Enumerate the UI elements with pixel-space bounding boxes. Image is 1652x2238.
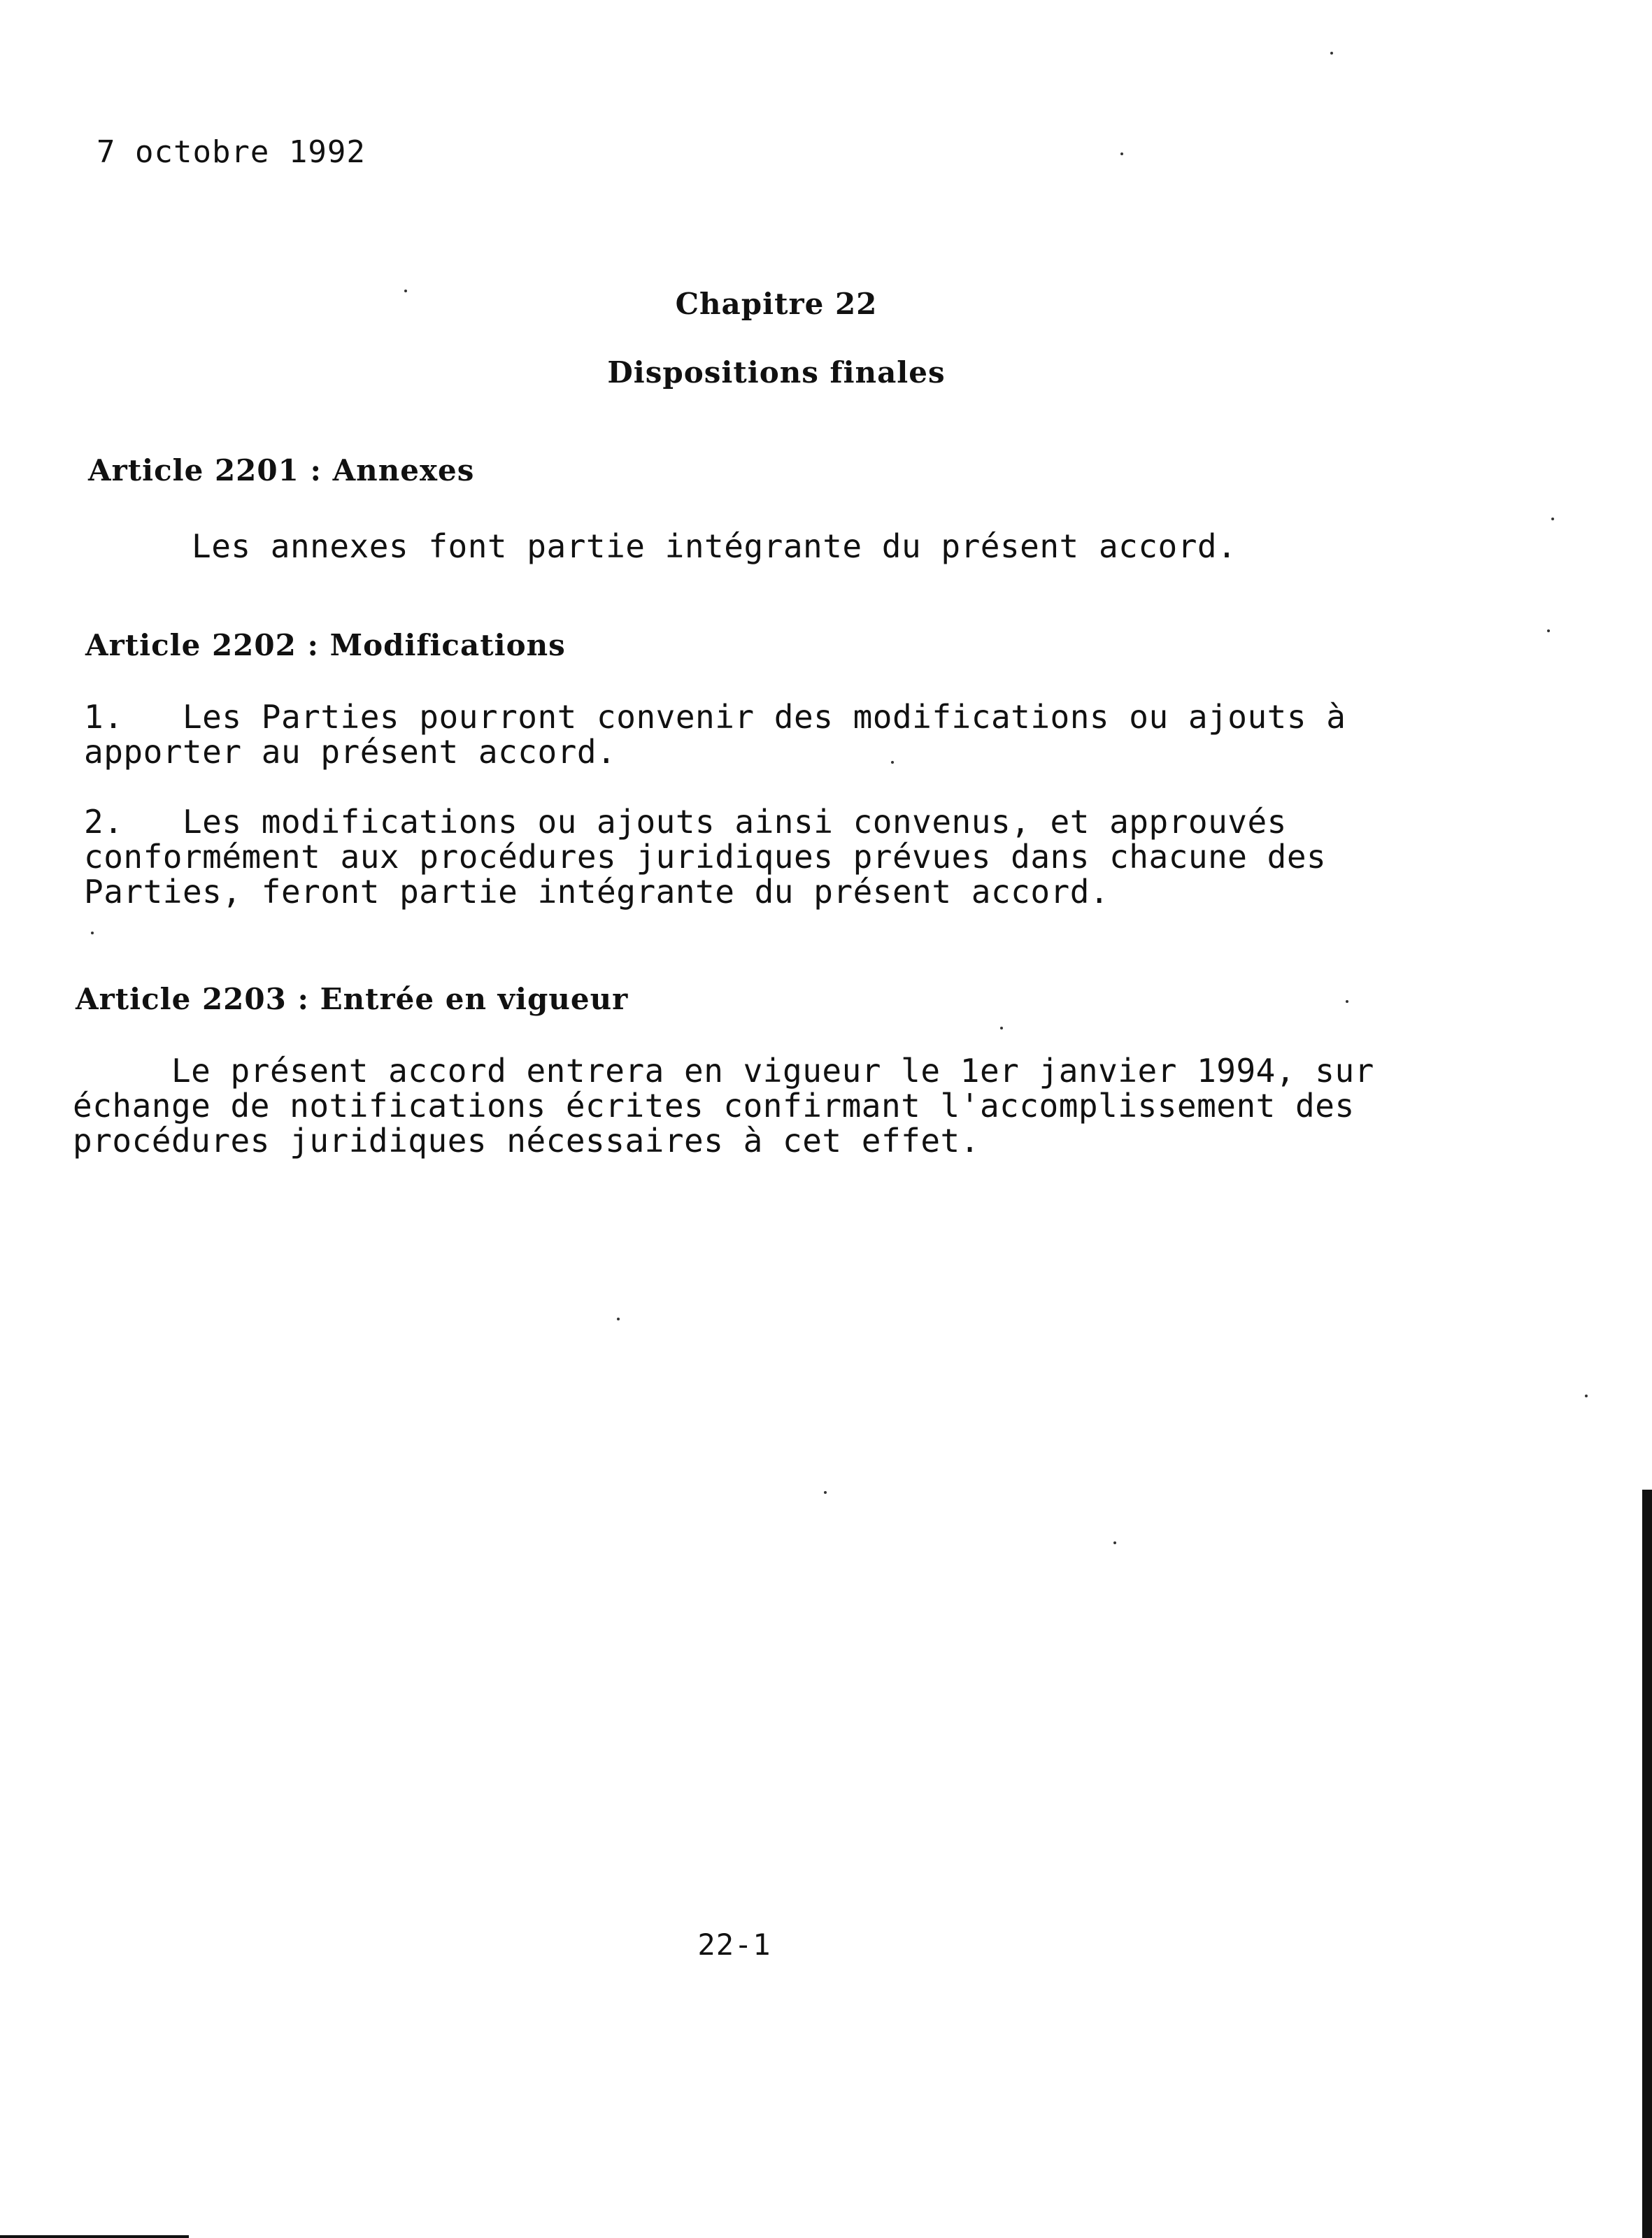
scan-speck [1000,1027,1003,1029]
article-2203-text: Le présent accord entrera en vigueur le 1er janvier 1994, sur échange de notifications écrites confirmant l'accomplissement des procédures juridiques nécessaires à cet effet. [73,1052,1374,1160]
scan-speck [1551,518,1554,520]
article-2201-heading: Article 2201 : Annexes [88,453,475,487]
scan-speck [1547,629,1550,632]
article-2202-paragraph-1: 1. Les Parties pourront convenir des modifications ou ajouts à apporter au présent accord. [84,698,1346,771]
scan-speck [1120,152,1123,155]
article-2202-paragraph-2: 2. Les modifications ou ajouts ainsi convenus, et approuvés conformément aux procédures juridiques prévues dans chacune des Parties, feront partie intégrante du présent accord. [84,803,1327,911]
scan-speck [1585,1395,1588,1397]
chapter-title: Dispositions finales [607,355,946,390]
chapter-number: Chapitre 22 [675,287,878,321]
scan-speck [617,1318,620,1320]
article-2201-paragraph: Les annexes font partie intégrante du présent accord. [192,527,1237,565]
scan-speck [1113,1541,1116,1544]
scan-speck [1346,1000,1348,1003]
scan-speck [1330,52,1333,55]
document-date: 7 octobre 1992 [97,134,366,170]
scan-edge-right [1642,1490,1652,2238]
article-2203-paragraph [73,1053,1374,1158]
article-2203-heading: Article 2203 : Entrée en vigueur [76,982,629,1016]
scan-speck [91,932,94,934]
scan-speck [824,1491,827,1494]
page-number: 22-1 [697,1927,771,1962]
scan-speck [404,290,407,292]
scan-edge-bottom [0,2235,189,2238]
article-2202-heading: Article 2202 : Modifications [85,628,566,662]
scan-speck [891,761,894,764]
